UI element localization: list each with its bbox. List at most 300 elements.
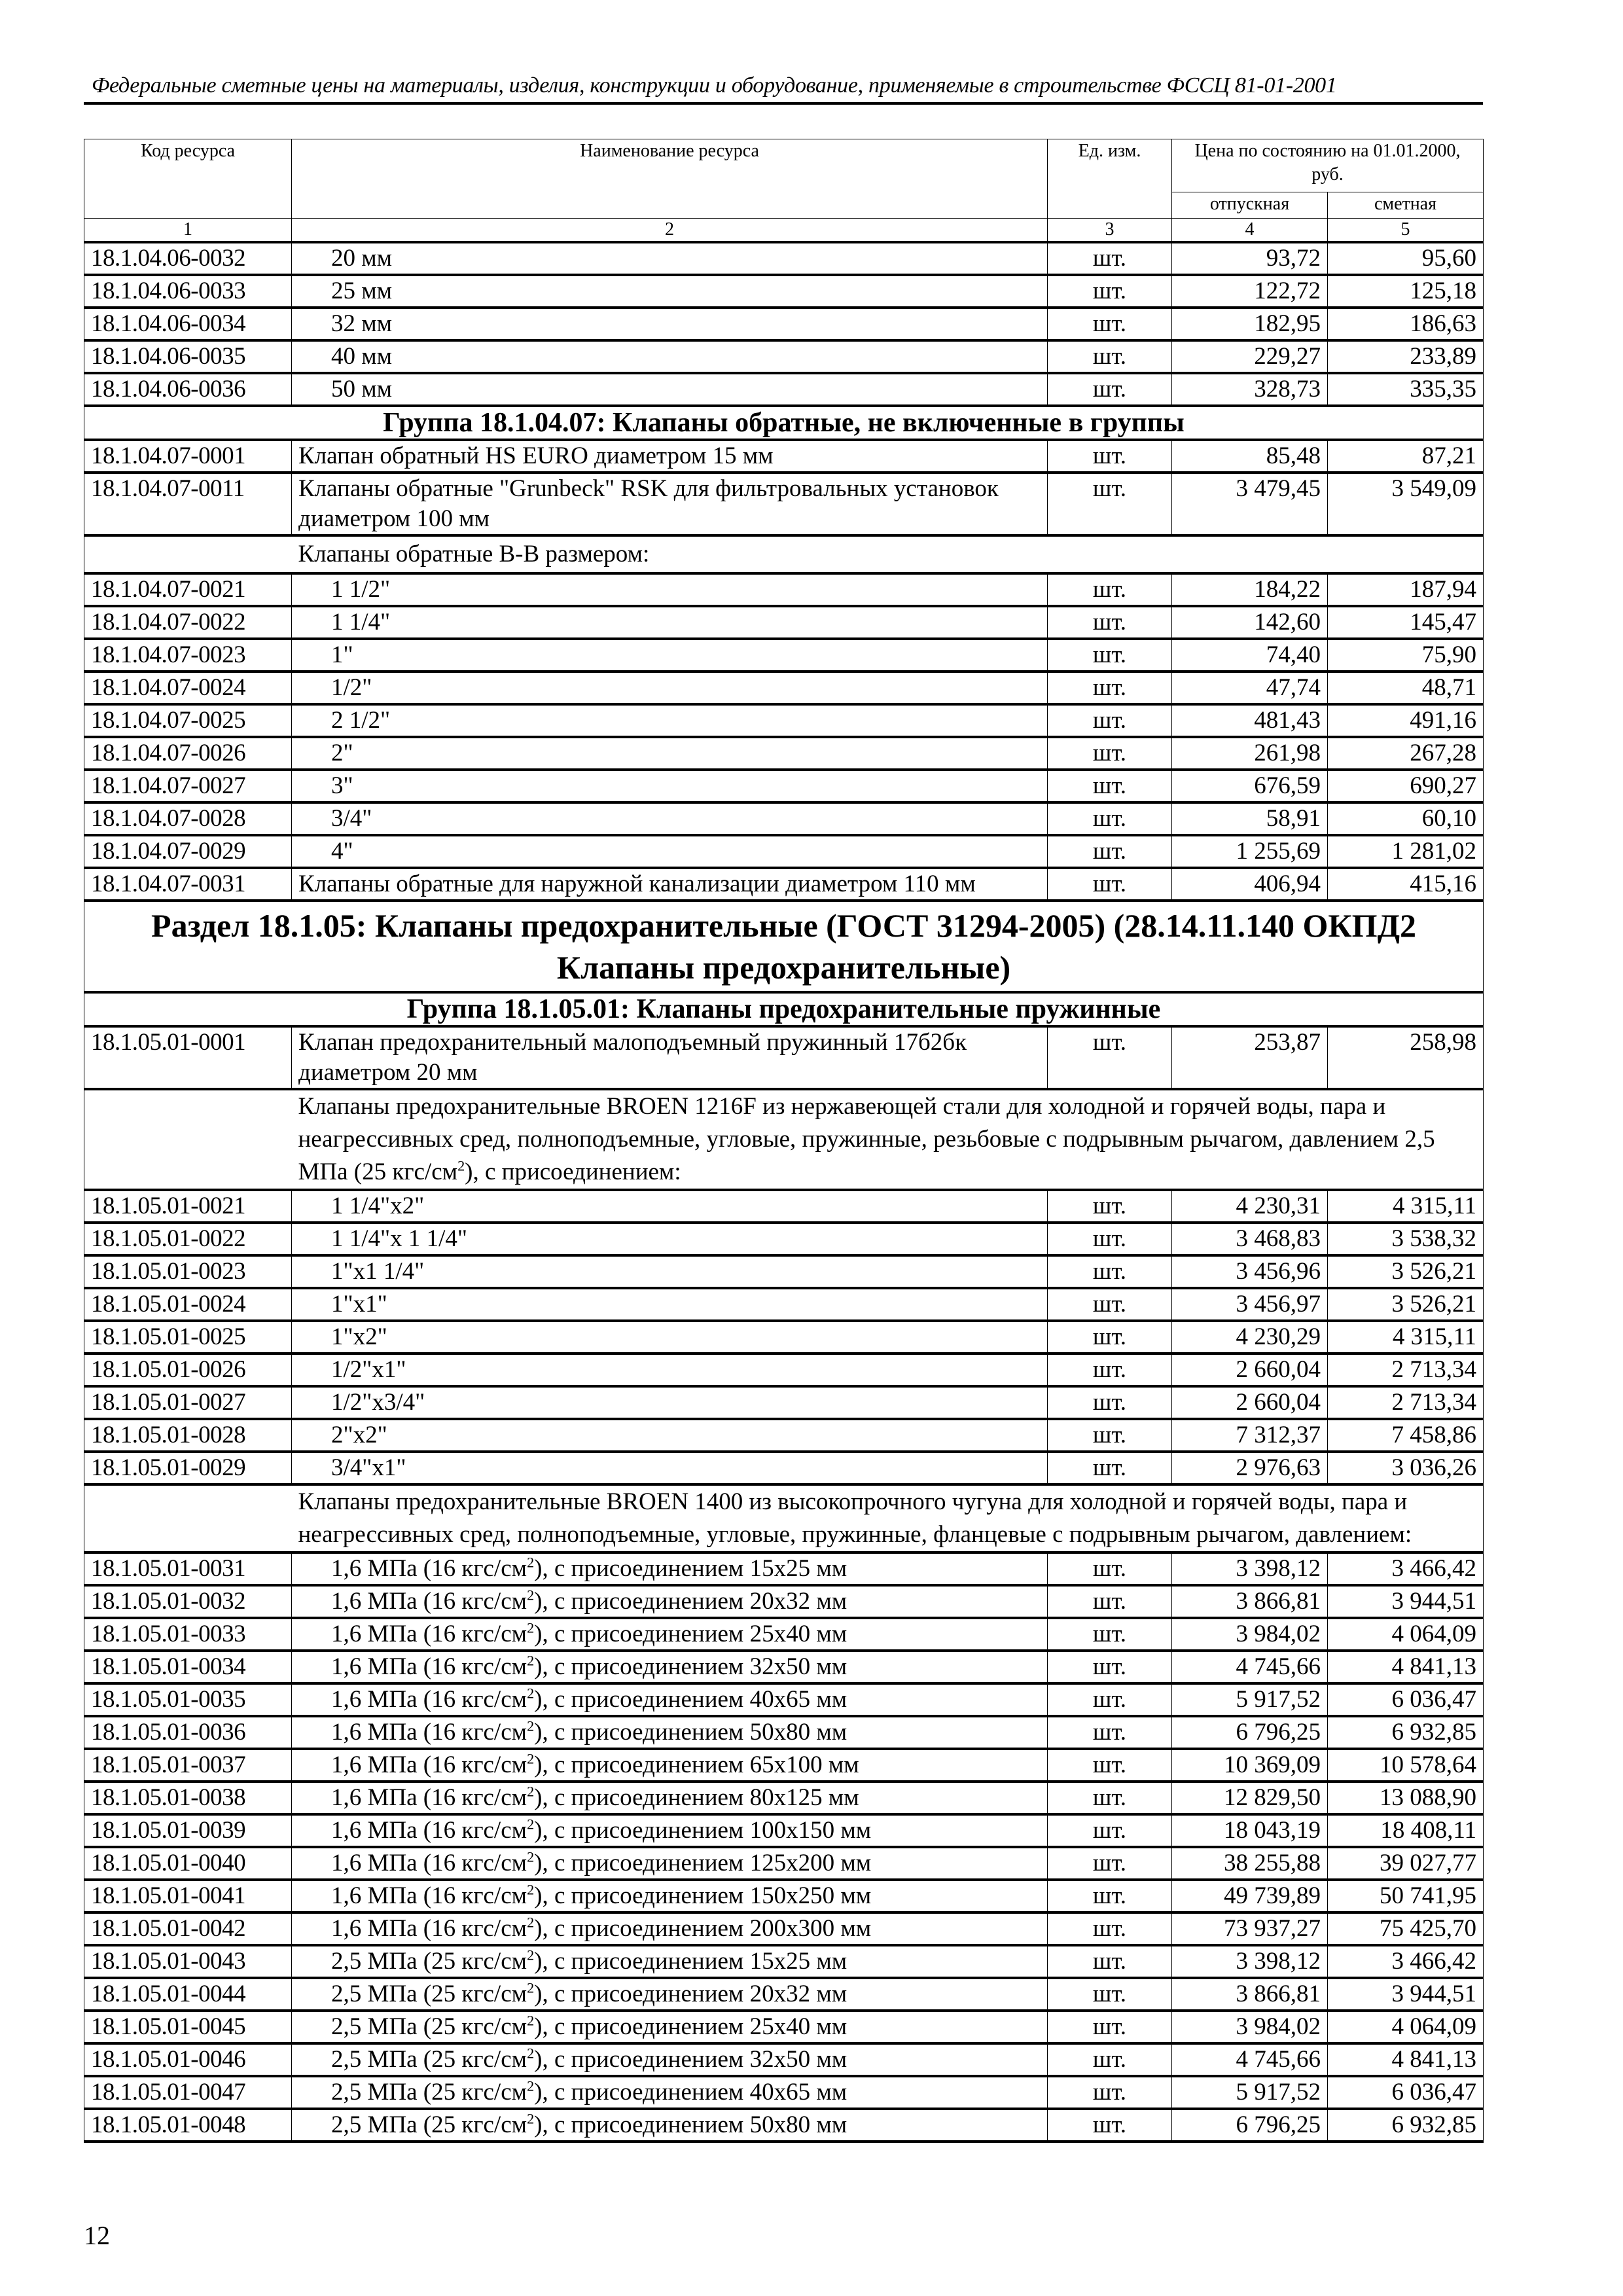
table-row <box>84 1288 1484 1321</box>
price-release: 93,72 <box>1172 242 1328 275</box>
price-release: 122,72 <box>1172 275 1328 308</box>
price-release: 182,95 <box>1172 308 1328 340</box>
price-release: 253,87 <box>1172 1026 1328 1089</box>
resource-code: 18.1.04.07-0029 <box>84 835 292 868</box>
subgroup-text: Клапаны предохранительные BROEN 1216F из нержавеющей стали для холодной и горячей воды, пара и неагрессивных сред, полноподъемные, угловые, пружинные, резьбовые с подрывным рычагом, давлением 2,5 МПа (25 кгс/см <box>298 1093 1435 1185</box>
price-estimate: 187,94 <box>1328 573 1484 606</box>
price-estimate: 50 741,95 <box>1328 1880 1484 1912</box>
resource-name <box>292 2011 1048 2043</box>
price-estimate: 18 408,11 <box>1328 1814 1484 1847</box>
unit: шт. <box>1048 1026 1172 1089</box>
superscript: 2 <box>527 1717 535 1734</box>
name-text: 1,6 МПа (16 кгс/см <box>331 1817 527 1844</box>
col-number: 1 <box>84 219 292 243</box>
price-estimate: 4 841,13 <box>1328 2043 1484 2076</box>
name-text: ), с присоединением 200x300 мм <box>534 1915 872 1942</box>
price-estimate: 690,27 <box>1328 770 1484 802</box>
price-estimate: 75,90 <box>1328 639 1484 672</box>
price-release: 328,73 <box>1172 373 1328 406</box>
unit: шт. <box>1048 473 1172 535</box>
unit: шт. <box>1048 1945 1172 1978</box>
superscript: 2 <box>527 1979 535 1996</box>
resource-code: 18.1.05.01-0031 <box>84 1552 292 1585</box>
resource-name: 40 мм <box>292 340 1048 373</box>
name-text: ), с присоединением 15x25 мм <box>534 1555 847 1582</box>
resource-name <box>292 1716 1048 1749</box>
resource-name <box>292 1978 1048 2011</box>
resource-name: 1"x1" <box>292 1288 1048 1321</box>
table-row <box>84 1912 1484 1945</box>
resource-name: 1 1/4"x 1 1/4" <box>292 1223 1048 1255</box>
price-release: 85,48 <box>1172 440 1328 473</box>
price-release: 229,27 <box>1172 340 1328 373</box>
resource-code: 18.1.05.01-0023 <box>84 1255 292 1288</box>
unit: шт. <box>1048 835 1172 868</box>
price-estimate: 6 932,85 <box>1328 2109 1484 2142</box>
superscript: 2 <box>527 2110 535 2127</box>
resource-code: 18.1.04.07-0023 <box>84 639 292 672</box>
resource-name: 50 мм <box>292 373 1048 406</box>
name-text: ), с присоединением 40x65 мм <box>534 1686 847 1713</box>
price-release: 3 984,02 <box>1172 2011 1328 2043</box>
unit: шт. <box>1048 1585 1172 1618</box>
resource-code: 18.1.05.01-0001 <box>84 1026 292 1089</box>
unit: шт. <box>1048 1716 1172 1749</box>
resource-code: 18.1.05.01-0035 <box>84 1683 292 1716</box>
subgroup-title: Клапаны обратные В-В размером: <box>292 535 1484 573</box>
unit: шт. <box>1048 737 1172 770</box>
resource-code: 18.1.05.01-0028 <box>84 1419 292 1452</box>
price-release: 3 479,45 <box>1172 473 1328 535</box>
price-estimate: 3 036,26 <box>1328 1452 1484 1484</box>
unit: шт. <box>1048 672 1172 704</box>
price-estimate: 60,10 <box>1328 802 1484 835</box>
group-title: Группа 18.1.04.07: Клапаны обратные, не включенные в группы <box>84 406 1484 440</box>
price-release: 49 739,89 <box>1172 1880 1328 1912</box>
resource-code: 18.1.04.06-0034 <box>84 308 292 340</box>
subgroup-heading <box>84 1484 1484 1552</box>
table-row <box>84 242 1484 275</box>
price-estimate: 4 841,13 <box>1328 1651 1484 1683</box>
name-text: 2,5 МПа (25 кгс/см <box>331 2046 527 2073</box>
resource-code: 18.1.04.07-0001 <box>84 440 292 473</box>
resource-name: 1"x2" <box>292 1321 1048 1354</box>
name-text: 1,6 МПа (16 кгс/см <box>331 1588 527 1615</box>
price-estimate: 3 549,09 <box>1328 473 1484 535</box>
price-release: 12 829,50 <box>1172 1782 1328 1814</box>
price-estimate: 10 578,64 <box>1328 1749 1484 1782</box>
name-text: 2,5 МПа (25 кгс/см <box>331 2079 527 2106</box>
unit: шт. <box>1048 1683 1172 1716</box>
table-row <box>84 835 1484 868</box>
table-row <box>84 1552 1484 1585</box>
price-estimate: 4 315,11 <box>1328 1321 1484 1354</box>
unit: шт. <box>1048 1782 1172 1814</box>
price-estimate: 491,16 <box>1328 704 1484 737</box>
unit: шт. <box>1048 1651 1172 1683</box>
resource-code: 18.1.04.07-0011 <box>84 473 292 535</box>
resource-name <box>292 1782 1048 1814</box>
table-row <box>84 1847 1484 1880</box>
price-release: 5 917,52 <box>1172 1683 1328 1716</box>
resource-name: 3" <box>292 770 1048 802</box>
price-release: 6 796,25 <box>1172 1716 1328 1749</box>
price-estimate: 145,47 <box>1328 606 1484 639</box>
name-text: 1,6 МПа (16 кгс/см <box>331 1653 527 1680</box>
table-row <box>84 672 1484 704</box>
table-row <box>84 1419 1484 1452</box>
resource-name: 1/2"x1" <box>292 1354 1048 1386</box>
price-release: 2 660,04 <box>1172 1386 1328 1419</box>
unit: шт. <box>1048 1749 1172 1782</box>
col-header-price-group: Цена по состоянию на 01.01.2000, руб. <box>1172 139 1484 192</box>
table-row <box>84 440 1484 473</box>
price-release: 73 937,27 <box>1172 1912 1328 1945</box>
col-number: 2 <box>292 219 1048 243</box>
unit: шт. <box>1048 639 1172 672</box>
table-row <box>84 802 1484 835</box>
superscript: 2 <box>527 1848 535 1865</box>
name-text: 1,6 МПа (16 кгс/см <box>331 1850 527 1876</box>
resource-code: 18.1.05.01-0039 <box>84 1814 292 1847</box>
resource-code: 18.1.05.01-0038 <box>84 1782 292 1814</box>
price-estimate: 4 064,09 <box>1328 2011 1484 2043</box>
unit: шт. <box>1048 2076 1172 2109</box>
resource-name <box>292 2076 1048 2109</box>
running-header: Федеральные сметные цены на материалы, изделия, конструкции и оборудование, применяемые в строительстве ФССЦ 81-01-2001 <box>92 73 1337 98</box>
price-estimate: 415,16 <box>1328 868 1484 901</box>
col-number: 5 <box>1328 219 1484 243</box>
price-release: 2 976,63 <box>1172 1452 1328 1484</box>
table-row <box>84 737 1484 770</box>
price-estimate: 95,60 <box>1328 242 1484 275</box>
table-row <box>84 868 1484 901</box>
resource-name: Клапан обратный HS EURO диаметром 15 мм <box>292 440 1048 473</box>
col-header-name: Наименование ресурса <box>292 139 1048 219</box>
resource-code: 18.1.04.06-0032 <box>84 242 292 275</box>
price-estimate: 233,89 <box>1328 340 1484 373</box>
resource-name: 3/4" <box>292 802 1048 835</box>
unit: шт. <box>1048 1912 1172 1945</box>
name-text: 1,6 МПа (16 кгс/см <box>331 1686 527 1713</box>
table-row <box>84 1223 1484 1255</box>
price-estimate: 6 036,47 <box>1328 1683 1484 1716</box>
unit: шт. <box>1048 1552 1172 1585</box>
price-release: 10 369,09 <box>1172 1749 1328 1782</box>
name-text: ), с присоединением 50x80 мм <box>534 1719 847 1746</box>
table-row <box>84 1782 1484 1814</box>
unit: шт. <box>1048 2109 1172 2142</box>
price-estimate: 2 713,34 <box>1328 1386 1484 1419</box>
table-row <box>84 1618 1484 1651</box>
table-row <box>84 1354 1484 1386</box>
resource-name: 1 1/2" <box>292 573 1048 606</box>
price-release: 142,60 <box>1172 606 1328 639</box>
unit: шт. <box>1048 704 1172 737</box>
name-text: 1,6 МПа (16 кгс/см <box>331 1882 527 1909</box>
price-estimate: 3 944,51 <box>1328 1978 1484 2011</box>
resource-name: 20 мм <box>292 242 1048 275</box>
price-estimate: 3 526,21 <box>1328 1288 1484 1321</box>
name-text: ), с присоединением 25x40 мм <box>534 1621 847 1647</box>
table-row <box>84 340 1484 373</box>
resource-code: 18.1.04.07-0031 <box>84 868 292 901</box>
table-row <box>84 1880 1484 1912</box>
price-estimate: 39 027,77 <box>1328 1847 1484 1880</box>
unit: шт. <box>1048 1419 1172 1452</box>
section-title: Раздел 18.1.05: Клапаны предохранительные (ГОСТ 31294-2005) (28.14.11.140 ОКПД2 Клапаны предохранительные) <box>84 901 1484 992</box>
unit: шт. <box>1048 1978 1172 2011</box>
table-row <box>84 473 1484 535</box>
price-estimate: 267,28 <box>1328 737 1484 770</box>
price-release: 481,43 <box>1172 704 1328 737</box>
resource-code: 18.1.05.01-0046 <box>84 2043 292 2076</box>
resource-code: 18.1.05.01-0027 <box>84 1386 292 1419</box>
unit: шт. <box>1048 2043 1172 2076</box>
resource-code: 18.1.05.01-0040 <box>84 1847 292 1880</box>
name-text: ), с присоединением 32x50 мм <box>534 2046 847 2073</box>
unit: шт. <box>1048 1880 1172 1912</box>
superscript: 2 <box>527 1816 535 1833</box>
resource-code: 18.1.04.07-0022 <box>84 606 292 639</box>
price-estimate: 48,71 <box>1328 672 1484 704</box>
name-text: ), с присоединением 50x80 мм <box>534 2111 847 2138</box>
unit: шт. <box>1048 802 1172 835</box>
price-release: 3 398,12 <box>1172 1945 1328 1978</box>
unit: шт. <box>1048 868 1172 901</box>
resource-name: 1"x1 1/4" <box>292 1255 1048 1288</box>
price-estimate: 87,21 <box>1328 440 1484 473</box>
table-row <box>84 1452 1484 1484</box>
table-row <box>84 275 1484 308</box>
price-release: 5 917,52 <box>1172 2076 1328 2109</box>
unit: шт. <box>1048 275 1172 308</box>
resource-code: 18.1.04.06-0036 <box>84 373 292 406</box>
table-row <box>84 1386 1484 1419</box>
resource-name: 4" <box>292 835 1048 868</box>
name-text: ), с присоединением 150x250 мм <box>534 1882 872 1909</box>
superscript: 2 <box>527 1554 535 1571</box>
table-row <box>84 2011 1484 2043</box>
resource-code: 18.1.04.07-0025 <box>84 704 292 737</box>
name-text: 2,5 МПа (25 кгс/см <box>331 2111 527 2138</box>
resource-code: 18.1.05.01-0032 <box>84 1585 292 1618</box>
price-estimate: 6 932,85 <box>1328 1716 1484 1749</box>
table-row <box>84 1683 1484 1716</box>
resource-code: 18.1.05.01-0045 <box>84 2011 292 2043</box>
resource-name: 1" <box>292 639 1048 672</box>
resource-code: 18.1.05.01-0037 <box>84 1749 292 1782</box>
price-release: 2 660,04 <box>1172 1354 1328 1386</box>
name-text: ), с присоединением 32x50 мм <box>534 1653 847 1680</box>
resource-code: 18.1.05.01-0026 <box>84 1354 292 1386</box>
price-release: 47,74 <box>1172 672 1328 704</box>
col-number: 3 <box>1048 219 1172 243</box>
superscript: 2 <box>527 1685 535 1702</box>
name-text: ), с присоединением 15x25 мм <box>534 1948 847 1975</box>
unit: шт. <box>1048 1223 1172 1255</box>
unit: шт. <box>1048 1288 1172 1321</box>
price-estimate: 3 526,21 <box>1328 1255 1484 1288</box>
price-release: 3 468,83 <box>1172 1223 1328 1255</box>
price-estimate: 335,35 <box>1328 373 1484 406</box>
price-estimate: 6 036,47 <box>1328 2076 1484 2109</box>
table-row <box>84 770 1484 802</box>
table-row <box>84 1585 1484 1618</box>
resource-code: 18.1.05.01-0022 <box>84 1223 292 1255</box>
resource-name: 1 1/4"x2" <box>292 1190 1048 1223</box>
price-release: 3 456,97 <box>1172 1288 1328 1321</box>
table-row <box>84 2109 1484 2142</box>
table-row <box>84 2043 1484 2076</box>
table-row <box>84 1651 1484 1683</box>
superscript: 2 <box>527 1914 535 1931</box>
resource-name <box>292 2109 1048 2142</box>
price-release: 4 745,66 <box>1172 1651 1328 1683</box>
unit: шт. <box>1048 440 1172 473</box>
unit: шт. <box>1048 606 1172 639</box>
resource-code: 18.1.04.07-0027 <box>84 770 292 802</box>
resource-name <box>292 1585 1048 1618</box>
unit: шт. <box>1048 1354 1172 1386</box>
col-header-price-estimate: сметная <box>1328 192 1484 219</box>
unit: шт. <box>1048 1847 1172 1880</box>
price-release: 3 456,96 <box>1172 1255 1328 1288</box>
price-release: 74,40 <box>1172 639 1328 672</box>
section-heading <box>84 901 1484 992</box>
name-text: 1,6 МПа (16 кгс/см <box>331 1719 527 1746</box>
price-release: 406,94 <box>1172 868 1328 901</box>
col-header-price-release: отпускная <box>1172 192 1328 219</box>
name-text: ), с присоединением 20x32 мм <box>534 1588 847 1615</box>
resource-name: 25 мм <box>292 275 1048 308</box>
subgroup-heading <box>84 535 1484 573</box>
price-estimate: 3 466,42 <box>1328 1945 1484 1978</box>
name-text: 1,6 МПа (16 кгс/см <box>331 1915 527 1942</box>
resource-code: 18.1.05.01-0033 <box>84 1618 292 1651</box>
price-table <box>84 139 1484 2143</box>
subgroup-title: Клапаны предохранительные BROEN 1400 из высокопрочного чугуна для холодной и горячей воды, пара и неагрессивных сред, полноподъемные, угловые, пружинные, фланцевые с подрывным рычагом, давлением: <box>292 1484 1484 1552</box>
resource-name: 1/2" <box>292 672 1048 704</box>
name-text: ), с присоединением 65x100 мм <box>534 1751 859 1778</box>
price-estimate: 3 944,51 <box>1328 1585 1484 1618</box>
table-row <box>84 573 1484 606</box>
superscript: 2 <box>527 1652 535 1669</box>
unit: шт. <box>1048 573 1172 606</box>
superscript: 2 <box>457 1157 465 1174</box>
resource-code: 18.1.04.07-0026 <box>84 737 292 770</box>
resource-code: 18.1.05.01-0043 <box>84 1945 292 1978</box>
unit: шт. <box>1048 340 1172 373</box>
resource-code: 18.1.05.01-0042 <box>84 1912 292 1945</box>
table-row <box>84 373 1484 406</box>
resource-code: 18.1.05.01-0048 <box>84 2109 292 2142</box>
price-release: 261,98 <box>1172 737 1328 770</box>
price-estimate: 7 458,86 <box>1328 1419 1484 1452</box>
unit: шт. <box>1048 242 1172 275</box>
resource-name <box>292 1749 1048 1782</box>
superscript: 2 <box>527 1946 535 1964</box>
price-estimate: 3 466,42 <box>1328 1552 1484 1585</box>
group-heading <box>84 406 1484 440</box>
price-estimate: 258,98 <box>1328 1026 1484 1089</box>
resource-name: 1 1/4" <box>292 606 1048 639</box>
table-row <box>84 1978 1484 2011</box>
unit: шт. <box>1048 2011 1172 2043</box>
table-row <box>84 1814 1484 1847</box>
table-row <box>84 1321 1484 1354</box>
resource-name: 3/4"x1" <box>292 1452 1048 1484</box>
resource-name <box>292 1880 1048 1912</box>
resource-name: 1/2"x3/4" <box>292 1386 1048 1419</box>
table-row <box>84 639 1484 672</box>
price-estimate: 4 064,09 <box>1328 1618 1484 1651</box>
unit: шт. <box>1048 1618 1172 1651</box>
unit: шт. <box>1048 770 1172 802</box>
resource-code: 18.1.04.07-0028 <box>84 802 292 835</box>
price-release: 7 312,37 <box>1172 1419 1328 1452</box>
subgroup-title <box>292 1089 1484 1190</box>
resource-code: 18.1.05.01-0024 <box>84 1288 292 1321</box>
resource-name <box>292 1618 1048 1651</box>
price-estimate: 2 713,34 <box>1328 1354 1484 1386</box>
resource-code: 18.1.04.07-0021 <box>84 573 292 606</box>
superscript: 2 <box>527 1587 535 1604</box>
name-text: ), с присоединением 20x32 мм <box>534 1981 847 2007</box>
price-release: 4 230,29 <box>1172 1321 1328 1354</box>
table-row <box>84 1190 1484 1223</box>
price-release: 3 866,81 <box>1172 1585 1328 1618</box>
superscript: 2 <box>527 1881 535 1898</box>
superscript: 2 <box>527 1619 535 1636</box>
resource-code: 18.1.05.01-0034 <box>84 1651 292 1683</box>
page-number: 12 <box>84 2221 110 2250</box>
name-text: 2,5 МПа (25 кгс/см <box>331 1981 527 2007</box>
table-row <box>84 1026 1484 1089</box>
resource-name <box>292 2043 1048 2076</box>
table-row <box>84 606 1484 639</box>
resource-code: 18.1.04.07-0024 <box>84 672 292 704</box>
price-estimate: 4 315,11 <box>1328 1190 1484 1223</box>
price-release: 3 984,02 <box>1172 1618 1328 1651</box>
group-title: Группа 18.1.05.01: Клапаны предохранительные пружинные <box>84 992 1484 1026</box>
price-release: 3 866,81 <box>1172 1978 1328 2011</box>
price-estimate: 1 281,02 <box>1328 835 1484 868</box>
unit: шт. <box>1048 1386 1172 1419</box>
unit: шт. <box>1048 308 1172 340</box>
table-row <box>84 2076 1484 2109</box>
resource-name: 2 1/2" <box>292 704 1048 737</box>
table-row <box>84 1749 1484 1782</box>
col-header-code: Код ресурса <box>84 139 292 219</box>
name-text: 1,6 МПа (16 кгс/см <box>331 1555 527 1582</box>
group-heading <box>84 992 1484 1026</box>
resource-name <box>292 1552 1048 1585</box>
price-release: 676,59 <box>1172 770 1328 802</box>
name-text: ), с присоединением 100x150 мм <box>534 1817 872 1844</box>
price-release: 3 398,12 <box>1172 1552 1328 1585</box>
name-text: ), с присоединением 40x65 мм <box>534 2079 847 2106</box>
resource-name <box>292 1683 1048 1716</box>
price-release: 18 043,19 <box>1172 1814 1328 1847</box>
resource-name: Клапаны обратные для наружной канализации диаметром 110 мм <box>292 868 1048 901</box>
resource-name <box>292 1651 1048 1683</box>
unit: шт. <box>1048 1255 1172 1288</box>
superscript: 2 <box>527 1783 535 1800</box>
name-text: ), с присоединением 125x200 мм <box>534 1850 872 1876</box>
superscript: 2 <box>527 2045 535 2062</box>
subgroup-heading <box>84 1089 1484 1190</box>
